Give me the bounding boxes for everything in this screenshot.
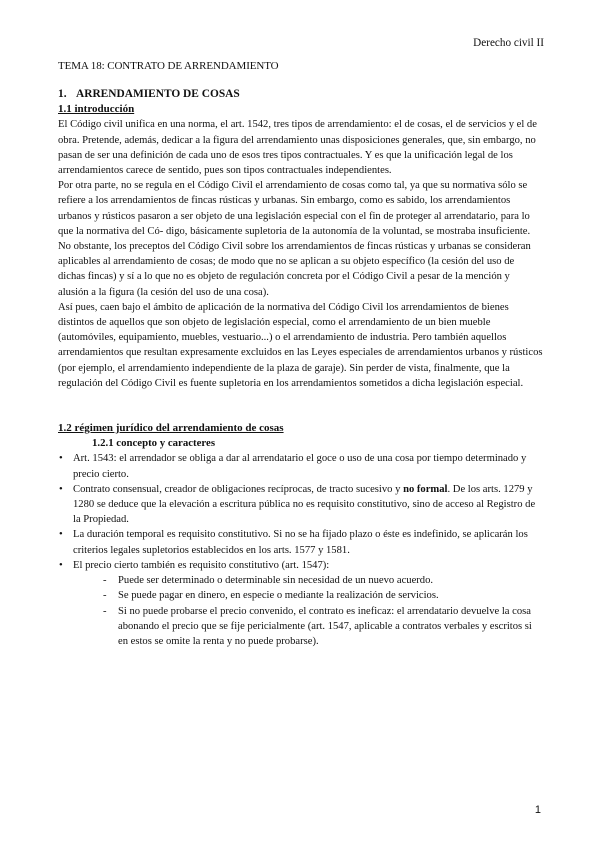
bullet-item	[58, 482, 543, 528]
paragraph: Así pues, caen bajo el ámbito de aplicación de la normativa del Código Civil los arrendamientos de bienes distintos de aquellos que son objeto de legislación especial, como el arrendamiento de un bien mueble (automóviles, equipamiento, muebles, vestuario...) o el arrendamiento de industria. Pero también aquellos arrendamientos que resultan expresamente excluidos en las Leyes especiales de arrendamientos urbanos y rústicos (por ejemplo, el arrendamiento independiente de la plaza de garaje). Sin perder de vista, finalmente, que la regulación del Código Civil es fuente supletoria en los arrendamientos sometidos a dicha legislación especial.	[58, 301, 543, 389]
section-title: ARRENDAMIENTO DE COSAS	[76, 88, 240, 100]
bullet-text: Contrato consensual, creador de obligaciones recíprocas, de tracto sucesivo y	[73, 483, 404, 495]
dash-item: - Se puede pagar en dinero, en especie o mediante la realización de servicios.	[103, 588, 543, 603]
section-heading	[58, 87, 543, 102]
paragraph: El Código civil unifica en una norma, el art. 1542, tres tipos de arrendamiento: el de cosas, el de servicios y el de obra. Pretende, además, dedicar a la figura del arrendamiento unas disposiciones generales, que, sin embargo, no pasan de ser una definición de cada uno de esos tres tipos contractuales. Y es que la unificación legal de los arrendamientos carece de sentido, pues son tipos contractuales independientes.	[58, 119, 537, 177]
subsubsection-heading: 1.2.1 concepto y caracteres	[92, 437, 216, 450]
dash-item: - Si no puede probarse el precio convenido, el contrato es ineficaz: el arrendatario devuelve la cosa abonando el precio que se fije pericialmente (art. 1547, aplicable a contratos verbales y escritos si en estos se omite la renta y no puede probarse).	[103, 604, 543, 650]
document-body	[58, 87, 543, 649]
header-course: Derecho civil II	[473, 37, 544, 49]
bullet-item: • La duración temporal es requisito constitutivo. Si no se ha fijado plazo o éste es indefinido, se aplicarán los criterios legales supletorios establecidos en los arts. 1577 y 1581.	[58, 527, 543, 557]
bold-text: no formal	[403, 483, 448, 495]
bullet-text: . De los arts. 1279 y 1280 se deduce que la elevación a escritura pública no es requisito constitutivo, sino de acceso al Registro de la Propiedad.	[73, 483, 536, 526]
page-number: 1	[534, 803, 541, 816]
document-title: TEMA 18: CONTRATO DE ARRENDAMIENTO	[58, 60, 279, 72]
subsection-heading-intro: 1.1 introducción	[58, 103, 135, 116]
spacer	[58, 391, 543, 421]
bullet-item: • Art. 1543: el arrendador se obliga a dar al arrendatario el goce o uso de una cosa por tiempo determinado y precio cierto.	[58, 451, 543, 481]
section-number: 1.	[58, 88, 67, 100]
paragraph: Por otra parte, no se regula en el Código Civil el arrendamiento de cosas como tal, ya que su normativa sólo se refiere a los arrendamientos de fincas rústicas y urbanas. Sin embargo, como es sabido, los arrendamientos urbanos y rústicos pasaron a ser objeto de una legislación especial con el fin de proteger al arrendatario, para lo que la normativa del Có- digo, básicamente supletoria de la autonomía de la voluntad, se mostraba insuficiente. No obstante, los preceptos del Código Civil sobre los arrendamientos de fincas rústicas y urbanas se consideran aplicables al arrendamiento de cosas; de modo que no se aplican a su objeto específico (la cesión del uso de dichas fincas) y sí a lo que no es objeto de regulación concreta por el Código Civil a pesar de la mención y alusión a la figura (la cesión del uso de una cosa).	[58, 180, 531, 298]
subsection-heading-regimen: 1.2 régimen jurídico del arrendamiento de cosas	[58, 422, 284, 435]
bullet-list	[58, 451, 543, 649]
bullet-text: El precio cierto también es requisito constitutivo (art. 1547):	[73, 559, 330, 571]
dash-item: - Puede ser determinado o determinable sin necesidad de un nuevo acuerdo.	[103, 573, 543, 588]
dash-list	[73, 573, 543, 649]
bullet-item	[58, 558, 543, 649]
